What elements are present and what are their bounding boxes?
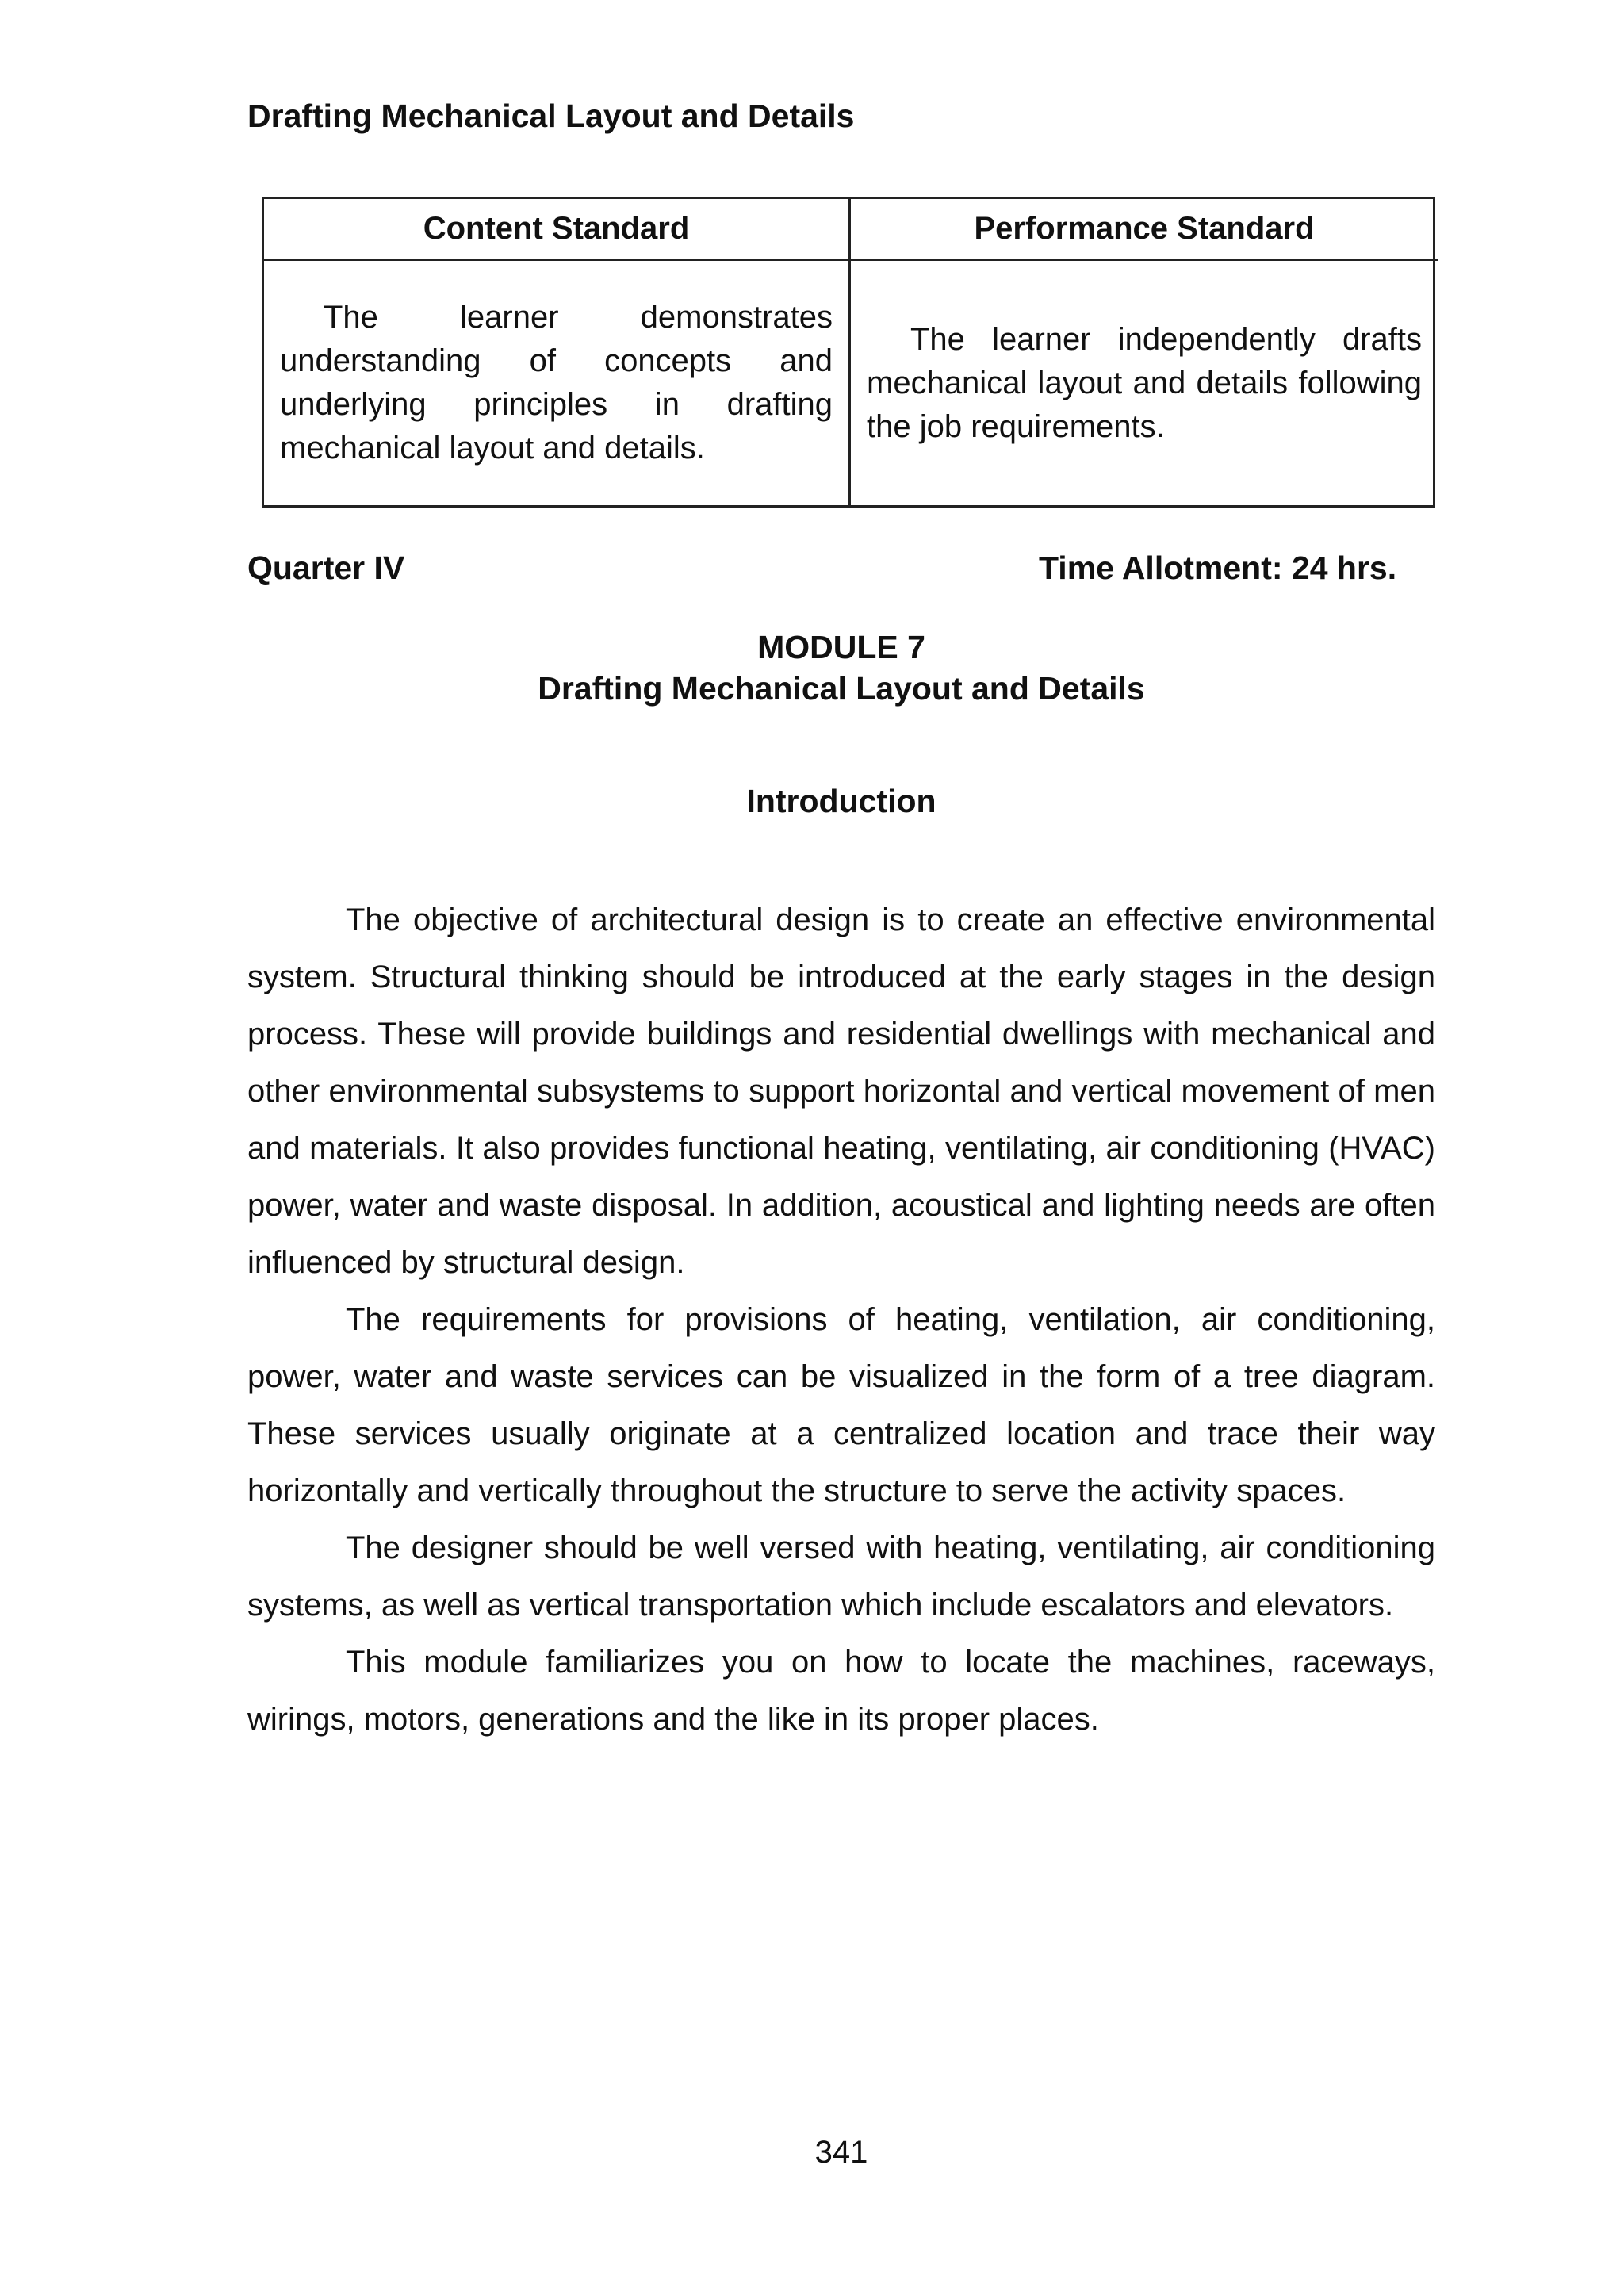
module-heading <box>247 626 1435 709</box>
content-standard-heading: Content Standard <box>264 199 851 261</box>
quarter-label: Quarter IV <box>247 550 405 586</box>
module-title: Drafting Mechanical Layout and Details <box>538 670 1145 707</box>
intro-paragraph: The requirements for provisions of heating, ventilation, air conditioning, power, water and waste services can be visualized in the form of a tree diagram. These services usually originate at a centralized location and trace their way horizontally and vertically throughout the structure to serve the activity spaces. <box>247 1302 1435 1508</box>
time-allotment-label: Time Allotment: 24 hrs. <box>1039 550 1397 586</box>
content-standard-cell <box>264 261 851 505</box>
introduction-heading: Introduction <box>746 783 936 819</box>
intro-paragraph: The objective of architectural design is to create an effective environmental system. Structural thinking should be introduced at the early stages in the design process. These will provide buildings and residential dwellings with mechanical and other environmental subsystems to support horizontal and vertical movement of men and materials. It also provides functional heating, ventilating, air conditioning (HVAC) power, water and waste disposal. In addition, acoustical and lighting needs are often influenced by structural design. <box>247 902 1435 1280</box>
introduction-body <box>247 891 1435 1748</box>
intro-paragraph: The designer should be well versed with heating, ventilating, air conditioning systems, as well as vertical transportation which include escalators and elevators. <box>247 1531 1435 1623</box>
page-number: 341 <box>814 2135 868 2170</box>
performance-standard-cell <box>851 261 1438 505</box>
content-standard-text: The learner demonstrates understanding of concepts and underlying principles in drafting mechanical layout and details. <box>280 300 833 466</box>
performance-standard-heading: Performance Standard <box>851 199 1438 261</box>
page-header-title: Drafting Mechanical Layout and Details <box>247 98 855 134</box>
module-number: MODULE 7 <box>757 629 925 665</box>
intro-paragraph: This module familiarizes you on how to locate the machines, raceways, wirings, motors, generations and the like in its proper places. <box>247 1645 1435 1737</box>
performance-standard-text: The learner independently drafts mechanical layout and details following the job requirements. <box>867 321 1422 444</box>
standards-table <box>262 197 1435 508</box>
